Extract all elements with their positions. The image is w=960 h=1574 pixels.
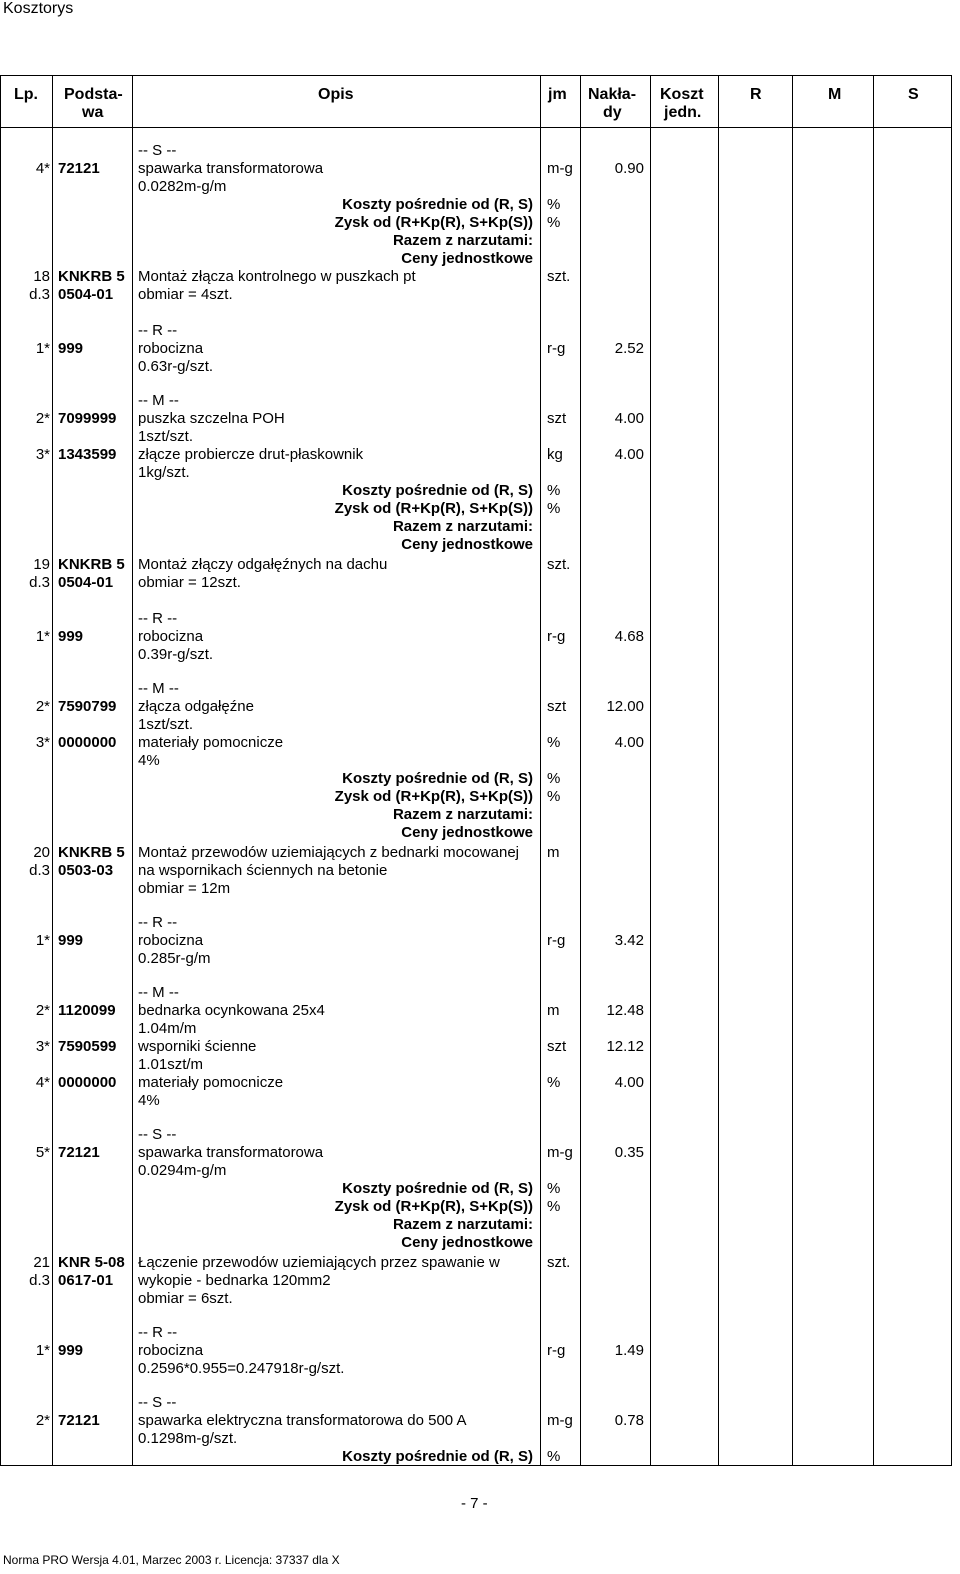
row-description: obmiar = 12szt. bbox=[138, 574, 241, 591]
row-description: 1.04m/m bbox=[138, 1020, 197, 1037]
summary-label: Razem z narzutami: bbox=[392, 232, 533, 249]
row-description: 1kg/szt. bbox=[138, 464, 190, 481]
summary-label: Zysk od (R+Kp(R), S+Kp(S)) bbox=[334, 500, 533, 517]
header-naklady-1: Nakła- bbox=[588, 86, 637, 103]
row-lp: 5* bbox=[35, 1144, 50, 1161]
row-code: KNR 5-08 bbox=[58, 1254, 125, 1271]
header-r: R bbox=[750, 86, 762, 103]
page-number: - 7 - bbox=[461, 1495, 488, 1512]
header-koszt-1: Koszt bbox=[660, 86, 704, 103]
summary-label: Ceny jednostkowe bbox=[401, 824, 533, 841]
row-lp: d.3 bbox=[29, 862, 50, 879]
row-description: -- M -- bbox=[138, 984, 179, 1001]
row-description: obmiar = 12m bbox=[138, 880, 231, 897]
summary-label: Ceny jednostkowe bbox=[401, 250, 533, 267]
row-code: 7099999 bbox=[58, 410, 117, 427]
row-code: 999 bbox=[58, 1342, 84, 1359]
footer-license: Norma PRO Wersja 4.01, Marzec 2003 r. Licencja: 37337 dla X bbox=[3, 1553, 340, 1567]
row-unit: r-g bbox=[547, 1342, 566, 1359]
header-jm: jm bbox=[548, 86, 567, 103]
summary-label: Ceny jednostkowe bbox=[401, 536, 533, 553]
row-code: KNKRB 5 bbox=[58, 556, 125, 573]
summary-label: Koszty pośrednie od (R, S) bbox=[342, 1448, 533, 1465]
row-code: 72121 bbox=[58, 1412, 100, 1429]
row-quantity: 12.12 bbox=[606, 1038, 644, 1055]
row-unit: % bbox=[547, 1448, 561, 1465]
row-unit: % bbox=[547, 196, 561, 213]
row-lp: 3* bbox=[35, 446, 50, 463]
summary-label: Razem z narzutami: bbox=[392, 518, 533, 535]
row-description: 4% bbox=[138, 1092, 160, 1109]
row-lp: 21 bbox=[33, 1254, 50, 1271]
row-code: KNKRB 5 bbox=[58, 268, 125, 285]
row-unit: szt bbox=[547, 1038, 567, 1055]
row-description: -- M -- bbox=[138, 680, 179, 697]
row-description: materiały pomocnicze bbox=[138, 1074, 284, 1091]
row-unit: % bbox=[547, 214, 561, 231]
row-description: 1.01szt/m bbox=[138, 1056, 204, 1073]
row-lp: 1* bbox=[35, 1342, 50, 1359]
col-divider bbox=[580, 75, 581, 1465]
row-description: puszka szczelna POH bbox=[138, 410, 285, 427]
row-description: -- S -- bbox=[138, 1126, 177, 1143]
row-unit: m bbox=[547, 1002, 560, 1019]
row-quantity: 4.00 bbox=[614, 410, 644, 427]
col-divider bbox=[792, 75, 793, 1465]
col-divider bbox=[951, 75, 952, 1465]
row-quantity: 1.49 bbox=[614, 1342, 644, 1359]
row-description: 0.39r-g/szt. bbox=[138, 646, 214, 663]
row-lp: 19 bbox=[33, 556, 50, 573]
row-lp: d.3 bbox=[29, 286, 50, 303]
row-code: 0504-01 bbox=[58, 574, 114, 591]
col-divider bbox=[650, 75, 651, 1465]
row-code: 999 bbox=[58, 628, 84, 645]
summary-label: Zysk od (R+Kp(R), S+Kp(S)) bbox=[334, 788, 533, 805]
header-s: S bbox=[908, 86, 919, 103]
row-lp: 1* bbox=[35, 340, 50, 357]
row-description: 1szt/szt. bbox=[138, 716, 194, 733]
row-lp: 4* bbox=[35, 160, 50, 177]
row-unit: kg bbox=[547, 446, 563, 463]
row-code: 0504-01 bbox=[58, 286, 114, 303]
row-description: Montaż złączy odgałęźnych na dachu bbox=[138, 556, 388, 573]
row-quantity: 2.52 bbox=[614, 340, 644, 357]
row-description: 0.0282m-g/m bbox=[138, 178, 227, 195]
row-description: spawarka elektryczna transformatorowa do 500 A bbox=[138, 1412, 467, 1429]
row-unit: % bbox=[547, 500, 561, 517]
row-description: obmiar = 6szt. bbox=[138, 1290, 233, 1307]
row-description: Montaż przewodów uziemiających z bednarki mocowanej bbox=[138, 844, 520, 861]
row-lp: 3* bbox=[35, 734, 50, 751]
row-unit: % bbox=[547, 1074, 561, 1091]
row-unit: szt. bbox=[547, 268, 571, 285]
row-description: -- R -- bbox=[138, 610, 178, 627]
row-code: 1343599 bbox=[58, 446, 117, 463]
row-unit: % bbox=[547, 1180, 561, 1197]
row-description: 0.0294m-g/m bbox=[138, 1162, 227, 1179]
row-unit: m bbox=[547, 844, 560, 861]
header-lp: Lp. bbox=[14, 86, 38, 103]
row-quantity: 0.90 bbox=[614, 160, 644, 177]
row-description: 0.2596*0.955=0.247918r-g/szt. bbox=[138, 1360, 345, 1377]
row-description: materiały pomocnicze bbox=[138, 734, 284, 751]
window-title: Kosztorys bbox=[3, 0, 74, 17]
row-unit: % bbox=[547, 770, 561, 787]
header-naklady-2: dy bbox=[603, 104, 622, 121]
row-quantity: 4.00 bbox=[614, 1074, 644, 1091]
row-quantity: 12.00 bbox=[606, 698, 644, 715]
row-description: wsporniki ścienne bbox=[138, 1038, 257, 1055]
row-quantity: 0.78 bbox=[614, 1412, 644, 1429]
row-code: KNKRB 5 bbox=[58, 844, 125, 861]
row-lp: 3* bbox=[35, 1038, 50, 1055]
row-unit: szt. bbox=[547, 1254, 571, 1271]
row-unit: r-g bbox=[547, 932, 566, 949]
row-code: 0000000 bbox=[58, 734, 117, 751]
row-lp: 4* bbox=[35, 1074, 50, 1091]
row-unit: r-g bbox=[547, 340, 566, 357]
row-lp: 20 bbox=[33, 844, 50, 861]
row-description: robocizna bbox=[138, 628, 204, 645]
row-unit: szt. bbox=[547, 556, 571, 573]
row-description: złącze probiercze drut-płaskownik bbox=[138, 446, 364, 463]
row-lp: 2* bbox=[35, 1412, 50, 1429]
summary-label: Zysk od (R+Kp(R), S+Kp(S)) bbox=[334, 214, 533, 231]
row-code: 72121 bbox=[58, 160, 100, 177]
col-divider bbox=[718, 75, 719, 1465]
row-unit: % bbox=[547, 788, 561, 805]
row-description: -- R -- bbox=[138, 914, 178, 931]
col-divider bbox=[0, 75, 1, 1465]
row-description: złącza odgałęźne bbox=[138, 698, 254, 715]
row-description: -- S -- bbox=[138, 1394, 177, 1411]
row-quantity: 4.68 bbox=[614, 628, 644, 645]
summary-label: Ceny jednostkowe bbox=[401, 1234, 533, 1251]
row-quantity: 3.42 bbox=[614, 932, 644, 949]
row-description: -- R -- bbox=[138, 1324, 178, 1341]
summary-label: Razem z narzutami: bbox=[392, 806, 533, 823]
col-divider bbox=[540, 75, 541, 1465]
row-unit: m-g bbox=[547, 160, 573, 177]
col-divider bbox=[132, 75, 133, 1465]
row-code: 999 bbox=[58, 340, 84, 357]
row-description: 0.63r-g/szt. bbox=[138, 358, 214, 375]
row-description: na wspornikach ściennych na betonie bbox=[138, 862, 388, 879]
table-top-border bbox=[0, 75, 952, 76]
row-description: Montaż złącza kontrolnego w puszkach pt bbox=[138, 268, 416, 285]
row-code: 7590599 bbox=[58, 1038, 117, 1055]
row-quantity: 12.48 bbox=[606, 1002, 644, 1019]
row-quantity: 4.00 bbox=[614, 734, 644, 751]
summary-label: Koszty pośrednie od (R, S) bbox=[342, 482, 533, 499]
row-code: 1120099 bbox=[58, 1002, 116, 1019]
row-unit: r-g bbox=[547, 628, 566, 645]
row-unit: szt bbox=[547, 410, 567, 427]
row-code: 0000000 bbox=[58, 1074, 117, 1091]
summary-label: Koszty pośrednie od (R, S) bbox=[342, 196, 533, 213]
row-code: 72121 bbox=[58, 1144, 100, 1161]
row-lp: d.3 bbox=[29, 574, 50, 591]
header-podstawa-1: Podsta- bbox=[64, 86, 123, 103]
row-description: Łączenie przewodów uziemiających przez spawanie w bbox=[138, 1254, 500, 1271]
header-koszt-2: jedn. bbox=[664, 104, 702, 121]
row-code: 0617-01 bbox=[58, 1272, 114, 1289]
row-unit: m-g bbox=[547, 1412, 573, 1429]
row-lp: 2* bbox=[35, 1002, 50, 1019]
row-description: robocizna bbox=[138, 340, 204, 357]
header-opis: Opis bbox=[318, 86, 354, 103]
summary-label: Koszty pośrednie od (R, S) bbox=[342, 1180, 533, 1197]
row-unit: % bbox=[547, 734, 561, 751]
row-code: 999 bbox=[58, 932, 84, 949]
row-description: 4% bbox=[138, 752, 160, 769]
row-lp: 1* bbox=[35, 628, 50, 645]
row-unit: m-g bbox=[547, 1144, 573, 1161]
row-description: -- M -- bbox=[138, 392, 179, 409]
row-description: robocizna bbox=[138, 1342, 204, 1359]
row-description: obmiar = 4szt. bbox=[138, 286, 233, 303]
summary-label: Koszty pośrednie od (R, S) bbox=[342, 770, 533, 787]
row-description: bednarka ocynkowana 25x4 bbox=[138, 1002, 325, 1019]
row-description: -- R -- bbox=[138, 322, 178, 339]
row-description: robocizna bbox=[138, 932, 204, 949]
row-lp: 2* bbox=[35, 410, 50, 427]
header-bottom-border bbox=[0, 127, 952, 128]
row-unit: % bbox=[547, 1198, 561, 1215]
row-description: spawarka transformatorowa bbox=[138, 160, 324, 177]
row-description: 0.285r-g/m bbox=[138, 950, 211, 967]
row-description: 0.1298m-g/szt. bbox=[138, 1430, 238, 1447]
row-description: wykopie - bednarka 120mm2 bbox=[138, 1272, 331, 1289]
row-unit: szt bbox=[547, 698, 567, 715]
header-podstawa-2: wa bbox=[82, 104, 104, 121]
summary-label: Zysk od (R+Kp(R), S+Kp(S)) bbox=[334, 1198, 533, 1215]
row-lp: d.3 bbox=[29, 1272, 50, 1289]
row-lp: 18 bbox=[33, 268, 50, 285]
header-m: M bbox=[828, 86, 842, 103]
row-description: 1szt/szt. bbox=[138, 428, 194, 445]
row-unit: % bbox=[547, 482, 561, 499]
row-lp: 1* bbox=[35, 932, 50, 949]
col-divider bbox=[873, 75, 874, 1465]
row-quantity: 4.00 bbox=[614, 446, 644, 463]
row-lp: 2* bbox=[35, 698, 50, 715]
col-divider bbox=[52, 75, 53, 1465]
row-description: -- S -- bbox=[138, 142, 177, 159]
summary-label: Razem z narzutami: bbox=[392, 1216, 533, 1233]
row-code: 7590799 bbox=[58, 698, 117, 715]
row-code: 0503-03 bbox=[58, 862, 114, 879]
row-description: spawarka transformatorowa bbox=[138, 1144, 324, 1161]
row-quantity: 0.35 bbox=[614, 1144, 644, 1161]
